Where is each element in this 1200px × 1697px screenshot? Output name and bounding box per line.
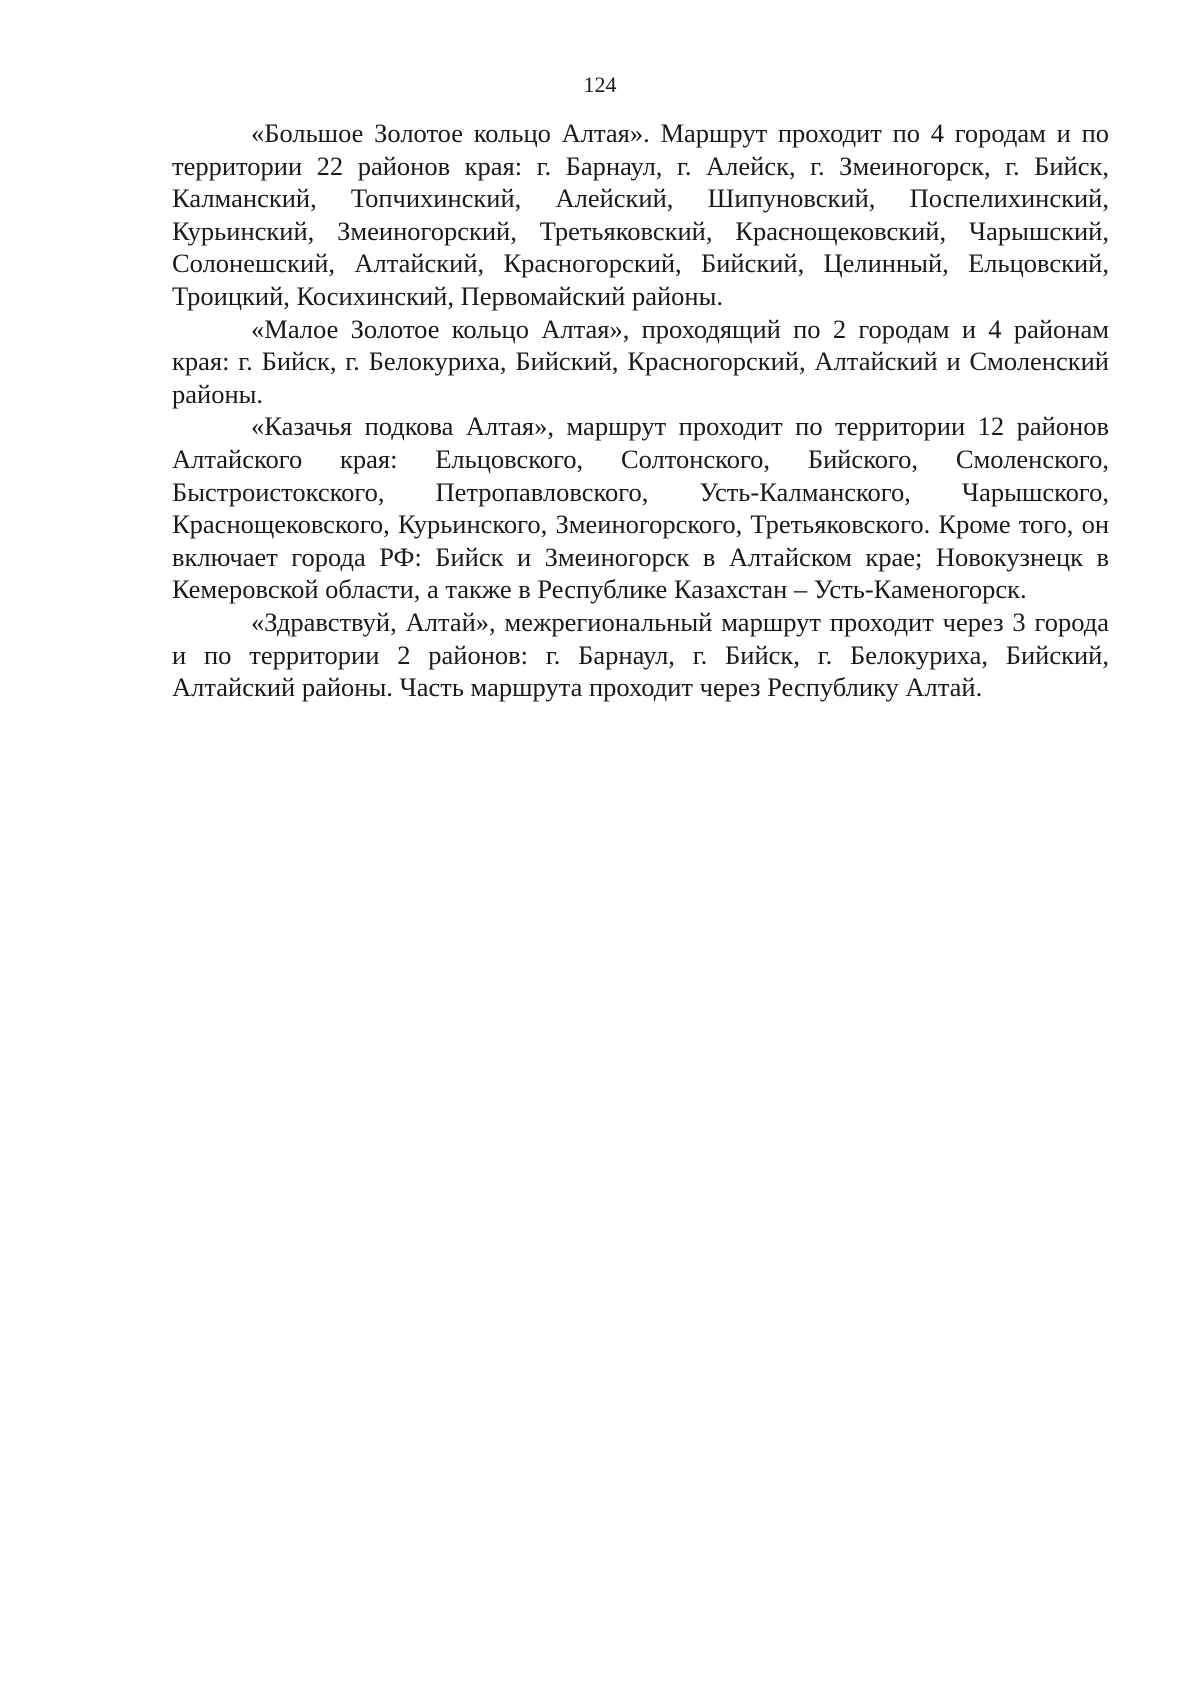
paragraph-big-golden-ring: «Большое Золотое кольцо Алтая». Маршрут проходит по 4 городам и по территории 22 районов края: г. Барнаул, г. Алейск, г. Змеиногорск, г. Бийск, Калманский, Топчихинский, Алейский, Шипуновский, Поспелихинский, Курьинский, Змеиногорский, Третьяковский, Краснощековский, Чарышский, Солонешский, Алтайский, Красногорский, Бийский, Целинный, Ельцовский, Троицкий, Косихинский, Первомайский районы.	[172, 118, 1109, 311]
document-body	[172, 117, 1109, 704]
paragraph-hello-altai: «Здравствуй, Алтай», межрегиональный маршрут проходит через 3 города и по территории 2 районов: г. Барнаул, г. Бийск, г. Белокуриха, Бийский, Алтайский районы. Часть маршрута проходит через Республику Алтай.	[172, 606, 1109, 703]
page-number: 124	[583, 72, 617, 97]
paragraph-cossack-horseshoe: «Казачья подкова Алтая», маршрут проходит по территории 12 районов Алтайского края: Ельцовского, Солтонского, Бийского, Смоленского, Быстроистокского, Петропавловского, Усть-Калманского, Чарышского, Краснощековского, Курьинского, Змеиногорского, Третьяковского. Кроме того, он включает города РФ: Бийск и Змеиногорск в Алтайском крае; Новокузнецк в Кемеровской области, а также в Республике Казахстан – Усть-Каменогорск.	[172, 411, 1109, 605]
paragraph-small-golden-ring: «Малое Золотое кольцо Алтая», проходящий по 2 городам и 4 районам края: г. Бийск, г. Белокуриха, Бийский, Красногорский, Алтайский и Смоленский районы.	[172, 313, 1109, 409]
